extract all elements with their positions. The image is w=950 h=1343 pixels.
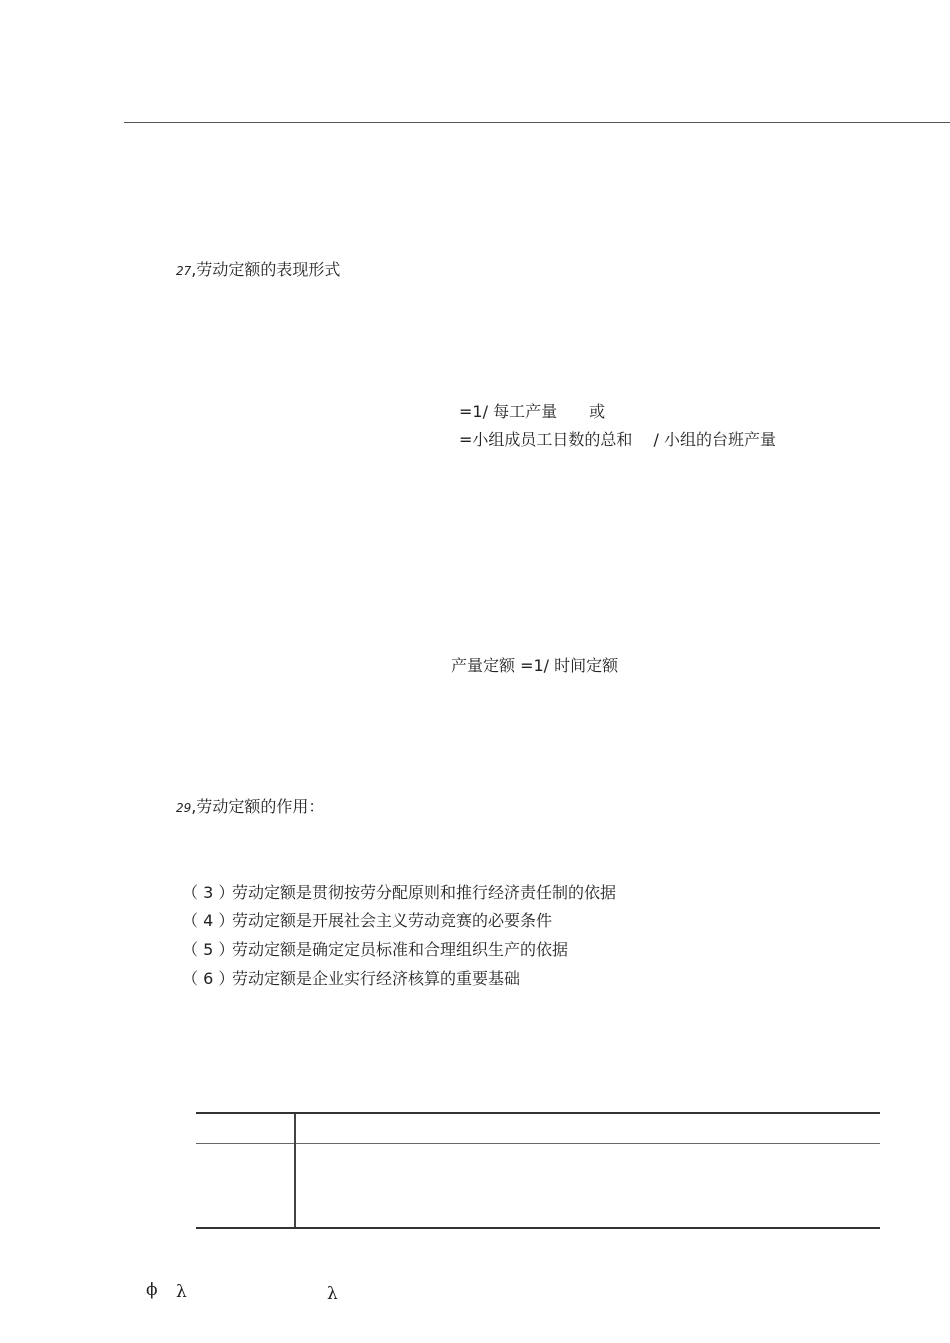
section-title: ,劳动定额的表现形式 (191, 260, 341, 279)
list-item (182, 940, 568, 960)
section-title: ,劳动定额的作用： (191, 797, 325, 816)
phi-symbol: ϕ (146, 1280, 158, 1300)
list-item (182, 911, 552, 931)
list-item-index: （ 4 ） (182, 911, 235, 930)
list-item-text: 劳动定额是确定定员标准和合理组织生产的依据 (232, 940, 569, 959)
list-item (182, 883, 616, 903)
list-item (182, 969, 520, 989)
table-column-divider (294, 1114, 296, 1227)
section-heading-27 (176, 260, 340, 281)
formula-line-1: =1/ 每工产量 或 (459, 402, 606, 421)
list-item-index: （ 6 ） (182, 969, 235, 988)
section-heading-29 (176, 797, 324, 818)
section-number: 29 (176, 801, 192, 815)
lambda-symbol: λ (176, 1282, 187, 1302)
section-number: 27 (176, 264, 192, 278)
list-item-index: （ 5 ） (182, 940, 235, 959)
list-item-index: （ 3 ） (182, 883, 235, 902)
table-header-divider (196, 1143, 880, 1144)
formula-line-3: 产量定额 =1/ 时间定额 (451, 656, 619, 675)
list-item-text: 劳动定额是开展社会主义劳动竞赛的必要条件 (232, 911, 553, 930)
lambda-symbol: λ (327, 1284, 338, 1304)
empty-table (196, 1112, 880, 1229)
header-rule (124, 122, 950, 123)
list-item-text: 劳动定额是企业实行经济核算的重要基础 (232, 969, 521, 988)
formula-line-2: =小组成员工日数的总和 / 小组的台班产量 (459, 430, 776, 449)
list-item-text: 劳动定额是贯彻按劳分配原则和推行经济责任制的依据 (232, 883, 617, 902)
